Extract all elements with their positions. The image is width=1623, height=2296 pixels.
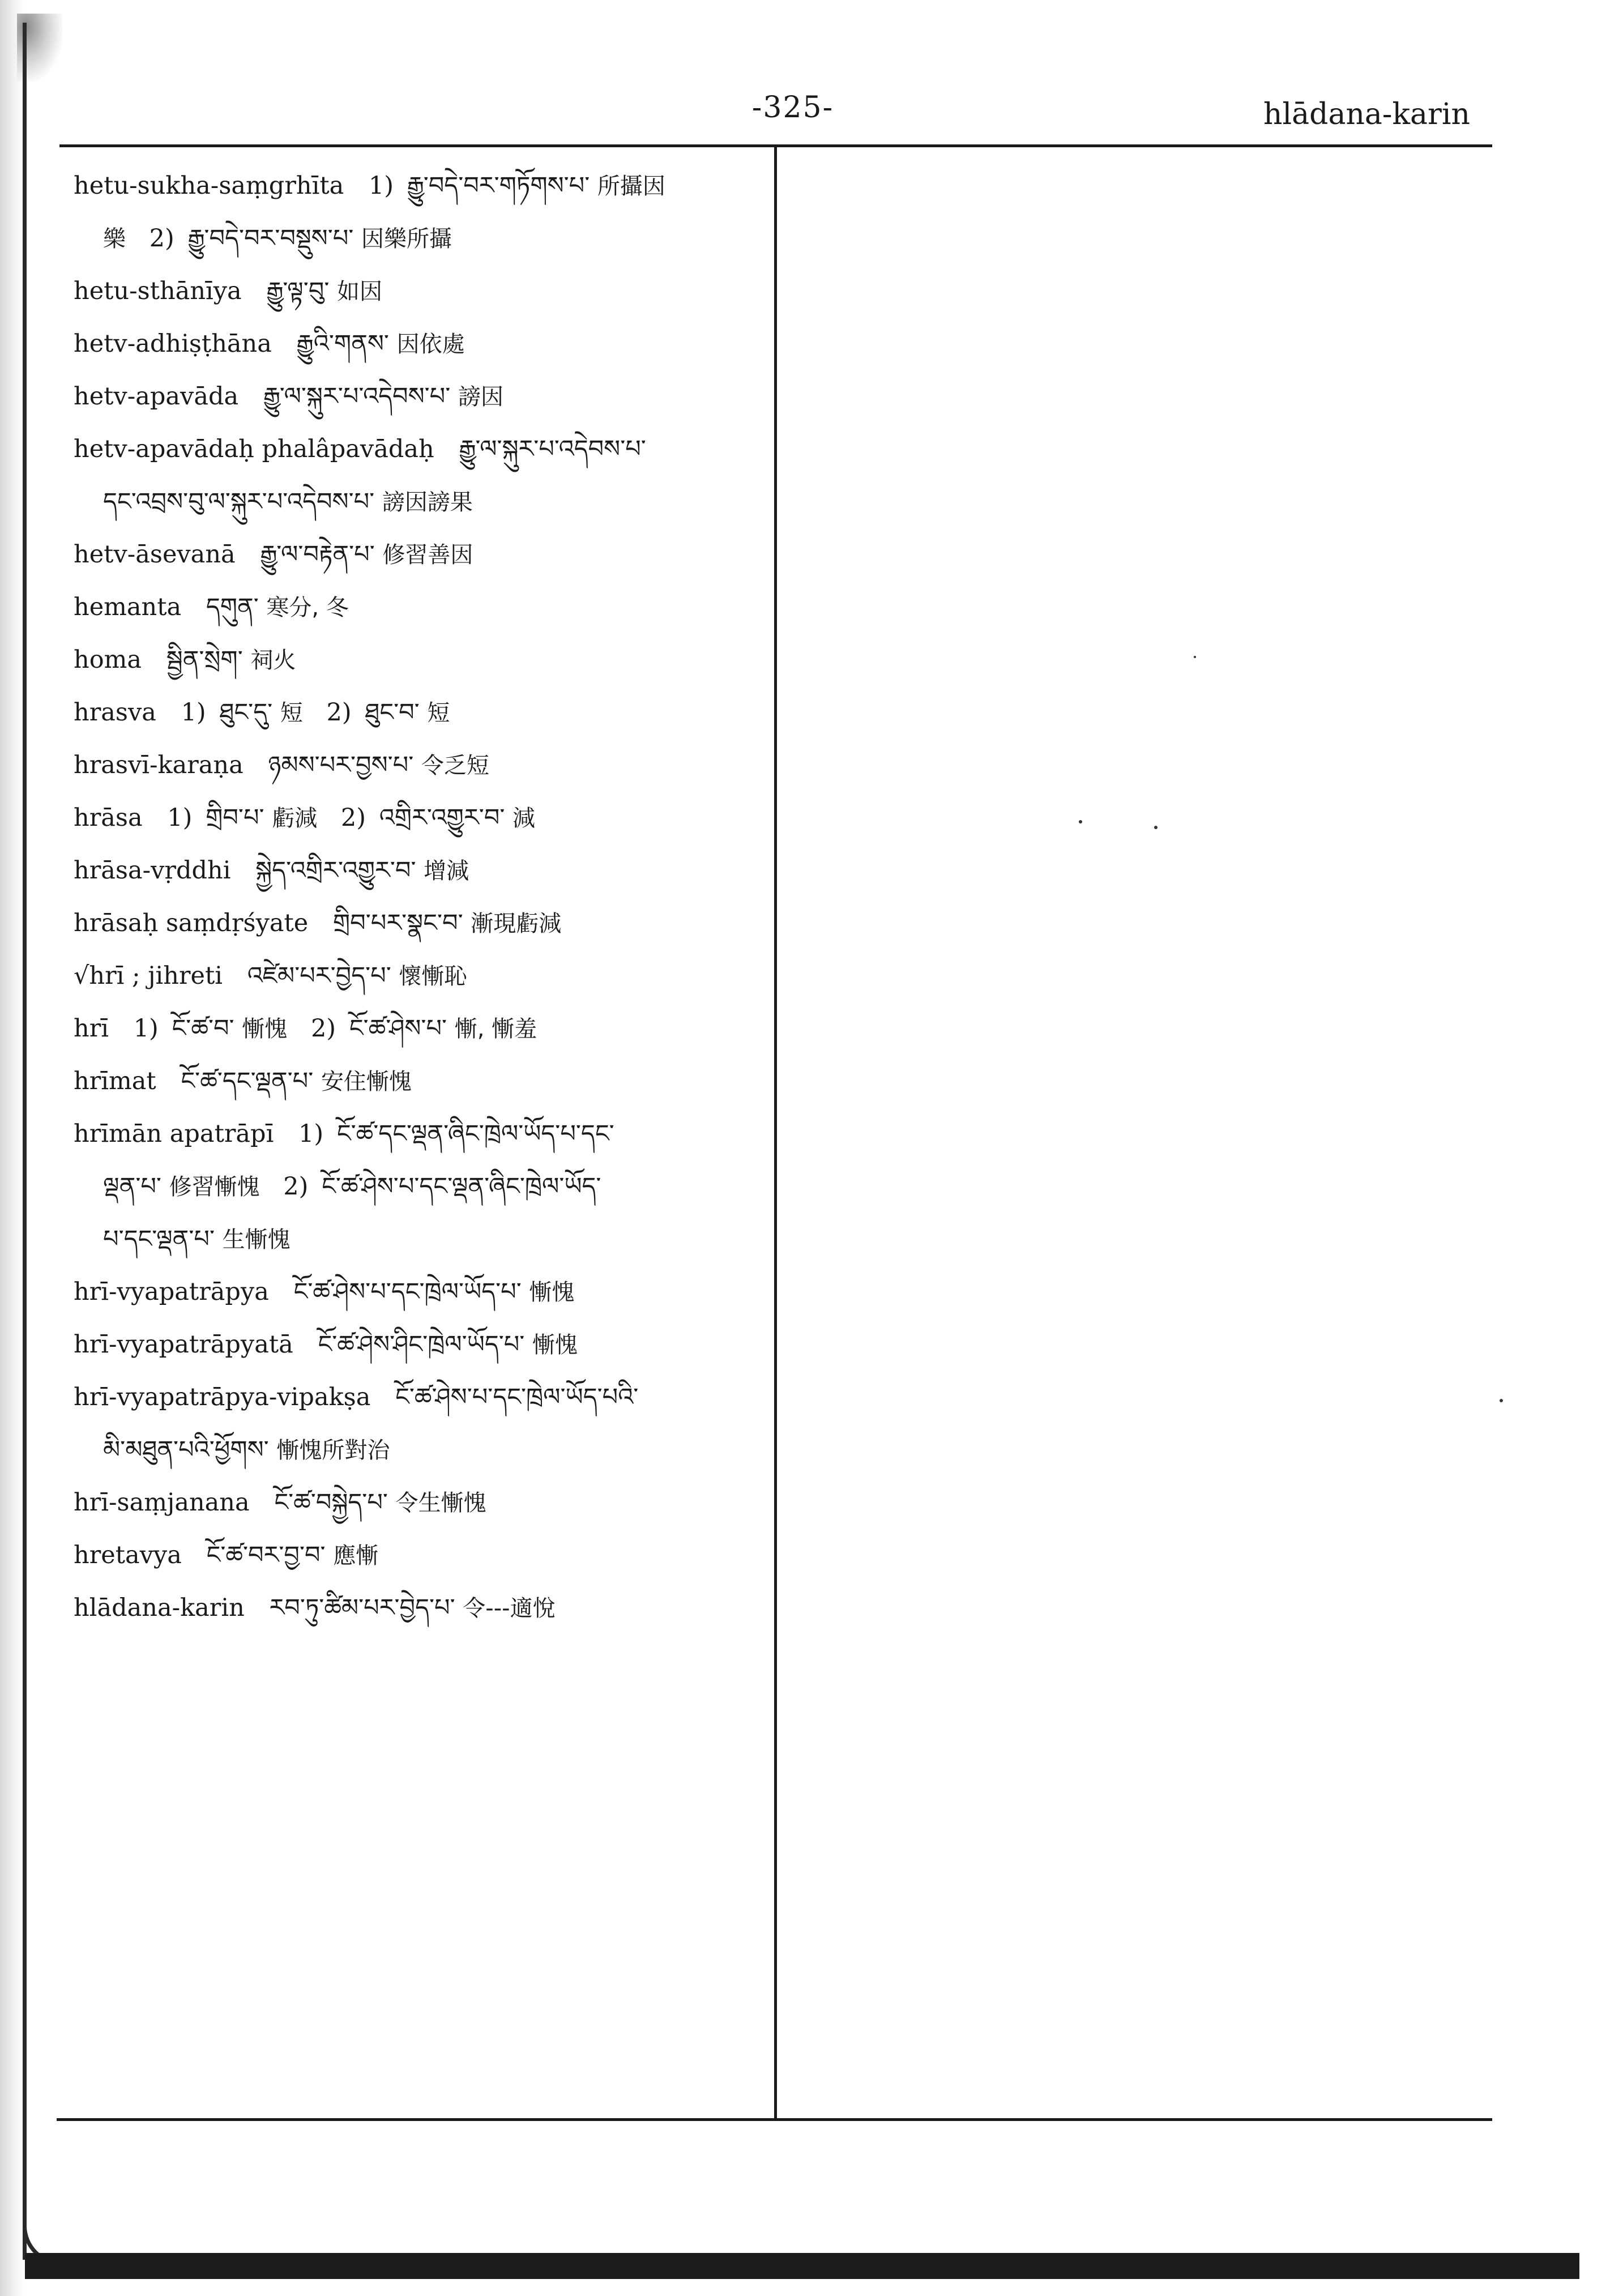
tibetan-equivalent: ངོ་ཚ་ཤེས་པ་དང་ཁྲེལ་ཡོད་པ་ (293, 1278, 522, 1306)
chinese-gloss: 慚, 慚羞 (454, 1016, 537, 1042)
chinese-gloss: 慚愧所對治 (276, 1437, 390, 1463)
tibetan-equivalent: ཐུང་དུ་ (219, 698, 273, 727)
tibetan-equivalent: ངོ་ཚ་བ་ (172, 1014, 234, 1043)
tibetan-equivalent: མི་མཐུན་པའི་ཕྱོགས་ (103, 1436, 269, 1464)
dictionary-entry (74, 528, 762, 581)
dictionary-entry (74, 160, 762, 212)
dictionary-entry (74, 370, 762, 423)
footer-rule (57, 2118, 1492, 2121)
tibetan-equivalent: ཐུང་བ་ (365, 698, 420, 727)
tibetan-equivalent: རབ་ཏུ་ཚིམ་པར་བྱེད་པ་ (269, 1594, 455, 1622)
headword: hlādana-karin (74, 1594, 245, 1622)
headword: hetv-adhiṣṭhāna (74, 330, 272, 358)
chinese-gloss: 慚愧 (242, 1016, 288, 1042)
tibetan-equivalent: གྲིབ་པ་ (206, 804, 264, 832)
chinese-gloss: 謗因 (458, 384, 503, 410)
entry-continuation-line (74, 212, 762, 265)
scan-edge-shadow (0, 0, 24, 2296)
headword: hetu-sthānīya (74, 277, 242, 305)
tibetan-equivalent: ངོ་ཚ་དང་ལྡན་པ་ (181, 1067, 314, 1095)
chinese-gloss: 漸現虧減 (471, 911, 562, 937)
chinese-gloss: 祠火 (250, 647, 296, 673)
chinese-gloss: 慚愧 (532, 1332, 578, 1358)
tibetan-equivalent: རྒྱུ་བདེ་བར་བསྡུས་པ་ (187, 224, 354, 253)
dictionary-entry (74, 1529, 762, 1582)
chinese-gloss: 短 (280, 700, 303, 726)
chinese-gloss: 短 (427, 700, 450, 726)
dictionary-entry (74, 1108, 762, 1160)
chinese-gloss: 慚愧 (529, 1279, 575, 1305)
running-head: hlādana-karin (1263, 97, 1470, 131)
tibetan-equivalent: རྒྱུ་ལ་སྐུར་པ་འདེབས་པ་ (459, 435, 646, 463)
tibetan-equivalent: འཛེམ་པར་བྱེད་པ་ (247, 962, 391, 990)
tibetan-equivalent: དགུན་ (206, 593, 259, 621)
headword: hrīmat (74, 1067, 156, 1095)
headword: hetv-apavādaḥ phalâpavādaḥ (74, 435, 434, 463)
dictionary-entry (74, 950, 762, 1002)
scan-speck (1079, 820, 1082, 823)
chinese-gloss: 懷慚恥 (399, 963, 467, 989)
headword: hrīmān apatrāpī (74, 1120, 274, 1148)
scan-speck (1154, 826, 1158, 829)
headword: hrī-saṃjanana (74, 1488, 250, 1517)
headword: hrī-vyapatrāpyatā (74, 1330, 293, 1359)
tibetan-equivalent: རྒྱུ་ལ་བརྟེན་པ་ (260, 540, 375, 569)
headword: hrāsa-vṛddhi (74, 856, 231, 885)
chinese-gloss: 應慚 (333, 1543, 379, 1569)
scan-speck (1194, 656, 1196, 658)
headword: hemanta (74, 593, 182, 621)
tibetan-equivalent: སྐྱེད་འགྲིར་འགྱུར་བ་ (255, 856, 416, 885)
dictionary-entry (74, 1002, 762, 1055)
sense-number: 1) (181, 698, 206, 727)
headword: homa (74, 646, 142, 674)
dictionary-entry (74, 1266, 762, 1318)
tibetan-equivalent: ལྡན་པ་ (103, 1172, 161, 1201)
dictionary-entry (74, 318, 762, 370)
dictionary-entry (74, 581, 762, 634)
sense-number: 2) (326, 698, 352, 727)
headword: hetv-āsevanā (74, 540, 236, 569)
tibetan-equivalent: དང་འབྲས་བུ་ལ་སྐུར་པ་འདེབས་པ་ (103, 488, 375, 516)
chinese-gloss: 修習慚愧 (169, 1174, 260, 1200)
tibetan-equivalent: རྒྱུའི་གནས་ (296, 330, 389, 358)
dictionary-entry (74, 792, 762, 844)
chinese-gloss: 寒分, 冬 (266, 595, 349, 621)
entry-continuation-line (74, 1424, 762, 1476)
chinese-gloss: 安住慚愧 (321, 1069, 412, 1095)
dictionary-entry (74, 265, 762, 318)
headword: hetu-sukha-saṃgrhīta (74, 172, 344, 200)
chinese-gloss: 如因 (337, 279, 383, 305)
scan-speck (1500, 1399, 1503, 1402)
tibetan-equivalent: རྒྱུ་བདེ་བར་གཏོགས་པ་ (407, 172, 590, 200)
chinese-gloss: 令生慚愧 (395, 1490, 486, 1516)
headword: hrī (74, 1014, 109, 1043)
tibetan-equivalent: ཉམས་པར་བྱས་པ་ (268, 751, 414, 779)
chinese-gloss: 增減 (424, 858, 469, 884)
headword: hretavya (74, 1541, 182, 1569)
chinese-gloss: 減 (512, 805, 536, 831)
entry-continuation-line (74, 1213, 762, 1266)
tibetan-equivalent: རྒྱུ་ལ་སྐུར་པ་འདེབས་པ་ (263, 382, 451, 411)
dictionary-entries (74, 160, 762, 1634)
dictionary-entry (74, 1055, 762, 1108)
dictionary-entry (74, 423, 762, 476)
headword: hetv-apavāda (74, 382, 239, 411)
tibetan-equivalent: ངོ་ཚ་ཤེས་པ་དང་ཁྲེལ་ཡོད་པའི་ (395, 1383, 639, 1411)
entry-continuation-line (74, 476, 762, 528)
dictionary-entry (74, 634, 762, 686)
dictionary-entry (74, 844, 762, 897)
chinese-gloss: 所攝因 (597, 173, 665, 199)
chinese-gloss: 修習善因 (382, 542, 473, 568)
dictionary-entry (74, 739, 762, 792)
sense-number: 1) (167, 804, 193, 832)
sense-number: 2) (149, 224, 174, 253)
tibetan-equivalent: ངོ་ཚ་བསྐྱེད་པ་ (274, 1488, 388, 1517)
chinese-gloss: 因樂所攝 (361, 226, 452, 252)
tibetan-equivalent: ངོ་ཚ་ཤེས་པ་དང་ལྡན་ཞིང་ཁྲེལ་ཡོད་ (322, 1172, 601, 1201)
headword: hrī-vyapatrāpya-vipakṣa (74, 1383, 371, 1411)
entry-continuation-line (74, 1160, 762, 1213)
tibetan-equivalent: ངོ་ཚ་ཤེས་ཤིང་ཁྲེལ་ཡོད་པ་ (318, 1330, 525, 1359)
dictionary-entry (74, 1371, 762, 1424)
column-divider (774, 146, 777, 2120)
page-number: -325- (751, 91, 834, 125)
tibetan-equivalent: གྲིབ་པར་སྣང་བ་ (332, 909, 463, 937)
tibetan-equivalent: ངོ་ཚ་ཤེས་པ་ (349, 1014, 447, 1043)
chinese-gloss: 生慚愧 (222, 1227, 291, 1253)
tibetan-equivalent: སྦྱིན་སྲེག་ (166, 646, 243, 674)
sense-number: 1) (133, 1014, 159, 1043)
tibetan-equivalent: ངོ་ཚ་བར་བྱ་བ་ (206, 1541, 326, 1569)
tibetan-equivalent: པ་དང་ལྡན་པ་ (103, 1225, 215, 1253)
dictionary-entry (74, 1582, 762, 1634)
chinese-gloss: 虧減 (272, 805, 318, 831)
sense-number: 2) (283, 1172, 309, 1201)
tibetan-equivalent: རྒྱུ་ལྟ་བུ་ (266, 277, 330, 305)
dictionary-entry (74, 897, 762, 950)
dictionary-entry (74, 686, 762, 739)
headword: hrāsa (74, 804, 143, 832)
chinese-gloss: 令---適悅 (463, 1595, 556, 1621)
headword: hrāsaḥ saṃdṛśyate (74, 909, 309, 937)
headword: hrasvī-karaṇa (74, 751, 244, 779)
chinese-gloss: 因依處 (396, 331, 465, 357)
scan-page-edge (23, 23, 27, 2260)
chinese-gloss: 謗因謗果 (382, 489, 473, 515)
headword: hrī-vyapatrāpya (74, 1278, 269, 1306)
headword: hrasva (74, 698, 156, 727)
scan-bottom-edge (25, 2253, 1579, 2279)
sense-number: 2) (340, 804, 366, 832)
dictionary-entry (74, 1318, 762, 1371)
tibetan-equivalent: ངོ་ཚ་དང་ལྡན་ཞིང་ཁྲེལ་ཡོད་པ་དང་ (336, 1120, 614, 1148)
sense-number: 1) (298, 1120, 324, 1148)
chinese-gloss: 令乏短 (421, 753, 489, 779)
tibetan-equivalent: འགྲིར་འགྱུར་བ་ (379, 804, 505, 832)
sense-number: 1) (368, 172, 394, 200)
chinese-gloss: 樂 (103, 226, 126, 252)
sense-number: 2) (310, 1014, 336, 1043)
headword: √hrī ; jihreti (74, 962, 223, 990)
dictionary-entry (74, 1476, 762, 1529)
